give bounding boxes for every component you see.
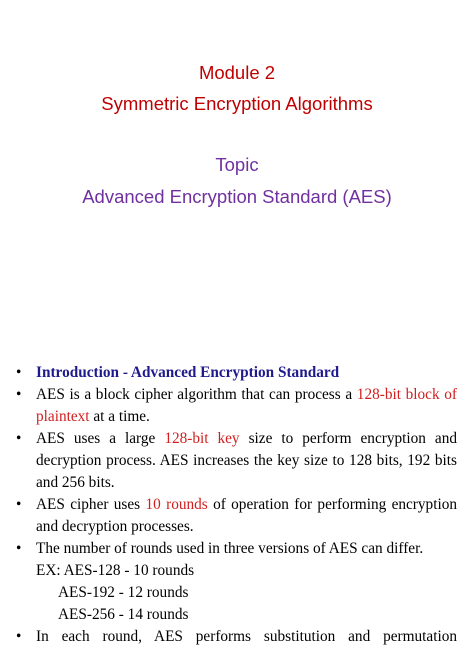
text: In each round, AES performs substitution and permutation <box>36 628 457 645</box>
bullet-block-size <box>15 384 457 428</box>
text: The number of rounds used in three versions of AES can differ. <box>36 540 424 557</box>
slide-content <box>15 362 457 648</box>
slide-module-title: Module 2 <box>198 62 276 83</box>
topic-title: Advanced Encryption Standard (AES) <box>82 186 392 207</box>
highlight: 128-bit key <box>164 430 240 447</box>
example-line: AES-192 - 12 rounds <box>58 584 189 601</box>
example-line: AES-256 - 14 rounds <box>58 606 189 623</box>
bullet-rounds <box>15 494 457 538</box>
bullet-dot: • <box>16 496 22 513</box>
bullet-dot: • <box>16 364 22 381</box>
text: of operation for performing encryption and decryption processes. <box>36 496 457 535</box>
slide-subtitle: Symmetric Encryption Algorithms <box>101 93 373 114</box>
bullet-dot: • <box>16 386 22 403</box>
text: at a time. <box>89 408 150 425</box>
bullet-versions <box>15 538 457 560</box>
bullet-key-size <box>15 428 457 494</box>
example-line: EX: AES-128 - 10 rounds <box>36 562 195 579</box>
text: AES is a block cipher algorithm that can process a <box>36 386 357 403</box>
topic-label: Topic <box>215 154 259 175</box>
bullet-substitution <box>15 626 457 648</box>
highlight: 10 rounds <box>145 496 208 513</box>
bullet-dot: • <box>16 628 22 645</box>
bullet-dot: • <box>16 430 22 447</box>
text: AES uses a large <box>36 430 165 447</box>
text: AES cipher uses <box>36 496 146 513</box>
bullet-dot: • <box>16 540 22 557</box>
highlight: 128-bit block of plaintext <box>36 386 457 425</box>
text: size to perform encryption and decryption process. AES increases the key size to 128 bits, 192 bits and 256 bits. <box>36 430 458 491</box>
section-heading: Introduction - Advanced Encryption Standard <box>36 364 340 381</box>
bullet-heading <box>15 362 457 384</box>
